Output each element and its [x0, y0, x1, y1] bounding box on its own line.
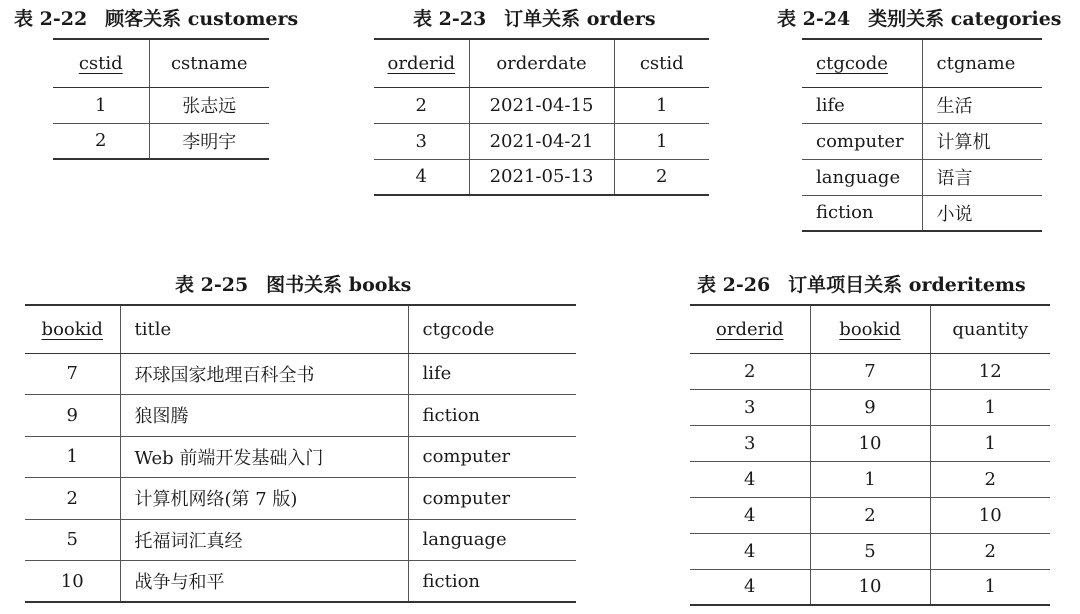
- table-cell: 2021-04-15: [469, 87, 614, 123]
- column-header-label: quantity: [952, 318, 1029, 340]
- column-header-label: orderid: [387, 52, 455, 74]
- column-header-label: cstname: [170, 52, 248, 74]
- table-row: [690, 425, 1050, 461]
- table-cell: language: [408, 519, 576, 561]
- table-cell: 1: [930, 569, 1050, 605]
- column-header-label: orderid: [716, 318, 784, 340]
- table-cell: language: [802, 159, 922, 195]
- caption-title: 类别关系 categories: [868, 8, 1062, 30]
- table-cell: 4: [374, 159, 469, 195]
- table-row: [690, 389, 1050, 425]
- column-header-label: cstid: [639, 52, 684, 74]
- table-cell: 2021-04-21: [469, 123, 614, 159]
- table-cell: 10: [930, 497, 1050, 533]
- header-row: [53, 39, 269, 87]
- table-row: [690, 533, 1050, 569]
- column-header-ctgname: [922, 39, 1042, 87]
- table-customers: [53, 38, 269, 160]
- table-row: [690, 569, 1050, 605]
- table-orderitems: [690, 304, 1050, 606]
- table-row: [53, 87, 269, 123]
- table-row: [25, 561, 576, 603]
- column-header-cstid: [614, 39, 709, 87]
- header-row: [25, 305, 576, 353]
- table-row: [802, 123, 1042, 159]
- table-orders: [374, 38, 709, 196]
- table-cell: 2: [53, 123, 149, 159]
- caption-books: [175, 270, 411, 297]
- table-cell: 2: [374, 87, 469, 123]
- table-cell: computer: [802, 123, 922, 159]
- column-header-orderdate: [469, 39, 614, 87]
- table-cell: 2: [25, 478, 120, 520]
- table-categories: [802, 38, 1042, 232]
- table-cell: 2021-05-13: [469, 159, 614, 195]
- table-row: [374, 87, 709, 123]
- table-cell: 1: [930, 425, 1050, 461]
- table-cell: 计算机: [922, 123, 1042, 159]
- table-cell: 9: [810, 389, 930, 425]
- caption-title: 图书关系 books: [266, 274, 412, 296]
- table-row: [374, 123, 709, 159]
- table-cell: 语言: [922, 159, 1042, 195]
- table-cell: 3: [374, 123, 469, 159]
- table-cell: life: [802, 87, 922, 123]
- table-row: [25, 353, 576, 395]
- table-cell: 1: [930, 389, 1050, 425]
- table-cell: 7: [810, 353, 930, 389]
- caption-number: 表 2-26: [697, 274, 771, 296]
- table-cell: 托福词汇真经: [120, 519, 408, 561]
- column-header-label: bookid: [41, 318, 103, 340]
- table-cell: computer: [408, 478, 576, 520]
- column-header-label: ctgcode: [816, 52, 888, 74]
- header-row: [690, 305, 1050, 353]
- table-cell: fiction: [408, 561, 576, 603]
- table-cell: 计算机网络(第 7 版): [120, 478, 408, 520]
- table-cell: 生活: [922, 87, 1042, 123]
- table-cell: 2: [810, 497, 930, 533]
- table-row: [374, 159, 709, 195]
- header-row: [374, 39, 709, 87]
- header-row: [802, 39, 1042, 87]
- table-cell: 1: [614, 87, 709, 123]
- table-row: [802, 195, 1042, 231]
- column-header-label: cstid: [78, 52, 123, 74]
- caption-number: 表 2-23: [413, 8, 487, 30]
- table-row: [25, 478, 576, 520]
- table-cell: 2: [690, 353, 810, 389]
- table-cell: 小说: [922, 195, 1042, 231]
- column-header-ctgcode: [408, 305, 576, 353]
- column-header-label: orderdate: [496, 52, 587, 74]
- table-books: [25, 304, 576, 603]
- table-cell: 5: [810, 533, 930, 569]
- table-cell: 10: [25, 561, 120, 603]
- table-cell: 2: [930, 533, 1050, 569]
- column-header-bookid: [810, 305, 930, 353]
- table-row: [25, 519, 576, 561]
- table-cell: fiction: [802, 195, 922, 231]
- table-cell: 12: [930, 353, 1050, 389]
- table-cell: computer: [408, 436, 576, 478]
- table-cell: 1: [25, 436, 120, 478]
- table-cell: 4: [690, 569, 810, 605]
- column-header-cstid: [53, 39, 149, 87]
- column-header-cstname: [149, 39, 269, 87]
- table-row: [690, 497, 1050, 533]
- column-header-label: ctgname: [936, 52, 1016, 74]
- table-cell: 狼图腾: [120, 395, 408, 437]
- table-cell: 10: [810, 569, 930, 605]
- table-row: [690, 461, 1050, 497]
- table-row: [802, 87, 1042, 123]
- table-row: [802, 159, 1042, 195]
- table-cell: 7: [25, 353, 120, 395]
- table-cell: 2: [614, 159, 709, 195]
- table-cell: 10: [810, 425, 930, 461]
- table-cell: 1: [810, 461, 930, 497]
- table-cell: 3: [690, 389, 810, 425]
- table-cell: 3: [690, 425, 810, 461]
- table-cell: 4: [690, 497, 810, 533]
- caption-orders: [413, 4, 656, 31]
- column-header-orderid: [690, 305, 810, 353]
- column-header-title: [120, 305, 408, 353]
- caption-title: 订单项目关系 orderitems: [788, 274, 1026, 296]
- table-cell: 4: [690, 461, 810, 497]
- table-cell: 李明宇: [149, 123, 269, 159]
- caption-number: 表 2-22: [14, 8, 88, 30]
- column-header-bookid: [25, 305, 120, 353]
- table-cell: fiction: [408, 395, 576, 437]
- table-row: [25, 395, 576, 437]
- column-header-label: title: [134, 318, 172, 340]
- table-cell: Web 前端开发基础入门: [120, 436, 408, 478]
- caption-number: 表 2-24: [777, 8, 851, 30]
- table-cell: 战争与和平: [120, 561, 408, 603]
- column-header-ctgcode: [802, 39, 922, 87]
- column-header-label: ctgcode: [422, 318, 495, 340]
- table-cell: 张志远: [149, 87, 269, 123]
- caption-categories: [777, 4, 1062, 31]
- table-cell: 环球国家地理百科全书: [120, 353, 408, 395]
- caption-title: 顾客关系 customers: [105, 8, 299, 30]
- column-header-quantity: [930, 305, 1050, 353]
- column-header-orderid: [374, 39, 469, 87]
- caption-orderitems: [697, 270, 1026, 297]
- table-cell: 1: [53, 87, 149, 123]
- table-row: [53, 123, 269, 159]
- caption-title: 订单关系 orders: [504, 8, 656, 30]
- table-cell: life: [408, 353, 576, 395]
- caption-number: 表 2-25: [175, 274, 249, 296]
- table-cell: 1: [614, 123, 709, 159]
- table-cell: 5: [25, 519, 120, 561]
- caption-customers: [14, 4, 298, 31]
- table-row: [690, 353, 1050, 389]
- column-header-label: bookid: [839, 318, 901, 340]
- table-row: [25, 436, 576, 478]
- table-cell: 2: [930, 461, 1050, 497]
- table-cell: 4: [690, 533, 810, 569]
- table-cell: 9: [25, 395, 120, 437]
